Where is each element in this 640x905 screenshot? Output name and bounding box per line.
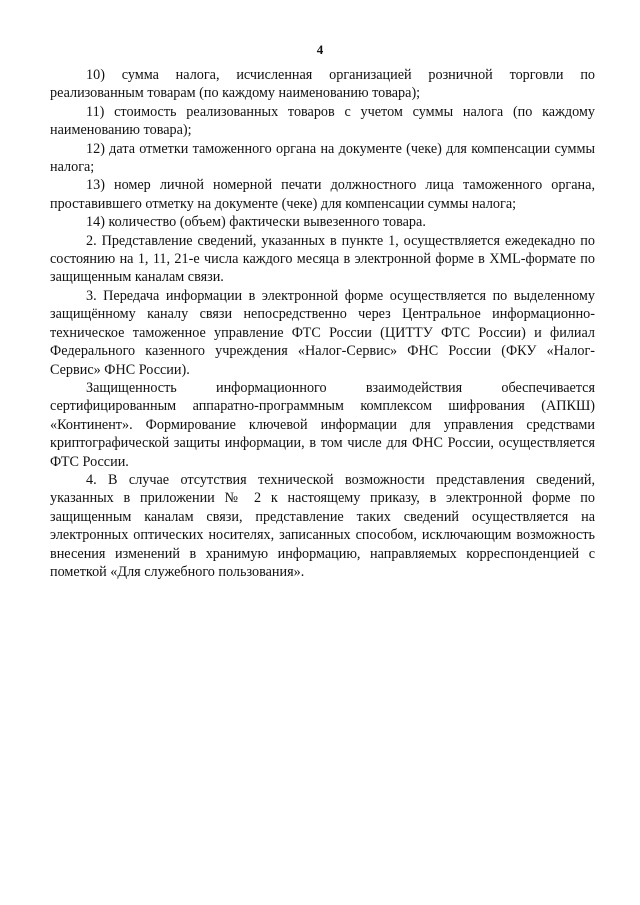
paragraph-item-13: 13) номер личной номерной печати должностного лица таможенного органа, проставившего отметку на документе (чеке) для компенсации суммы налога; [50, 177, 595, 212]
paragraph-item-11: 11) стоимость реализованных товаров с учетом суммы налога (по каждому наименованию товара); [50, 103, 595, 139]
document-body [50, 66, 595, 581]
paragraph-section-2: 2. Представление сведений, указанных в пункте 1, осуществляется ежедекадно по состоянию на 1, 11, 21-е числа каждого месяца в электронной форме в XML-формате по защищенным каналам связи. [50, 232, 595, 286]
paragraph-section-3: 3. Передача информации в электронной форме осуществляется по выделенному защищённому каналу связи непосредственно через Центральное информационно-техническое таможенное управление ФТС России (ЦИТТУ ФТС России) и филиал Федерального казенного учреждения «Налог-Сервис» ФНС России (ФКУ «Налог-Сервис» ФНС России). [50, 287, 595, 378]
page-number: 4 [316, 42, 324, 57]
paragraph-section-4: 4. В случае отсутствия технической возможности представления сведений, указанных в приложении № 2 к настоящему приказу, в электронной форме по защищенным каналам связи, представление таких сведений осуществляется на электронных оптических носителях, записанных способом, исключающим возможность внесения изменений в хранимую информацию, направляемых корреспонденцией с пометкой «Для служебного пользования». [50, 471, 595, 580]
paragraph-item-14: 14) количество (объем) фактически вывезенного товара. [86, 214, 426, 231]
paragraph-security: Защищенность информационного взаимодействия обеспечивается сертифицированным аппаратно-программным комплексом шифрования (АПКШ) «Континент». Формирование ключевой информации для управления средствами криптографической защиты информации, в том числе для ФНС России, осуществляется ФТС России. [50, 379, 595, 470]
paragraph-item-12: 12) дата отметки таможенного органа на документе (чеке) для компенсации суммы налога; [50, 140, 595, 176]
paragraph-item-10: 10) сумма налога, исчисленная организацией розничной торговли по реализованным товарам (по каждому наименованию товара); [50, 67, 595, 102]
